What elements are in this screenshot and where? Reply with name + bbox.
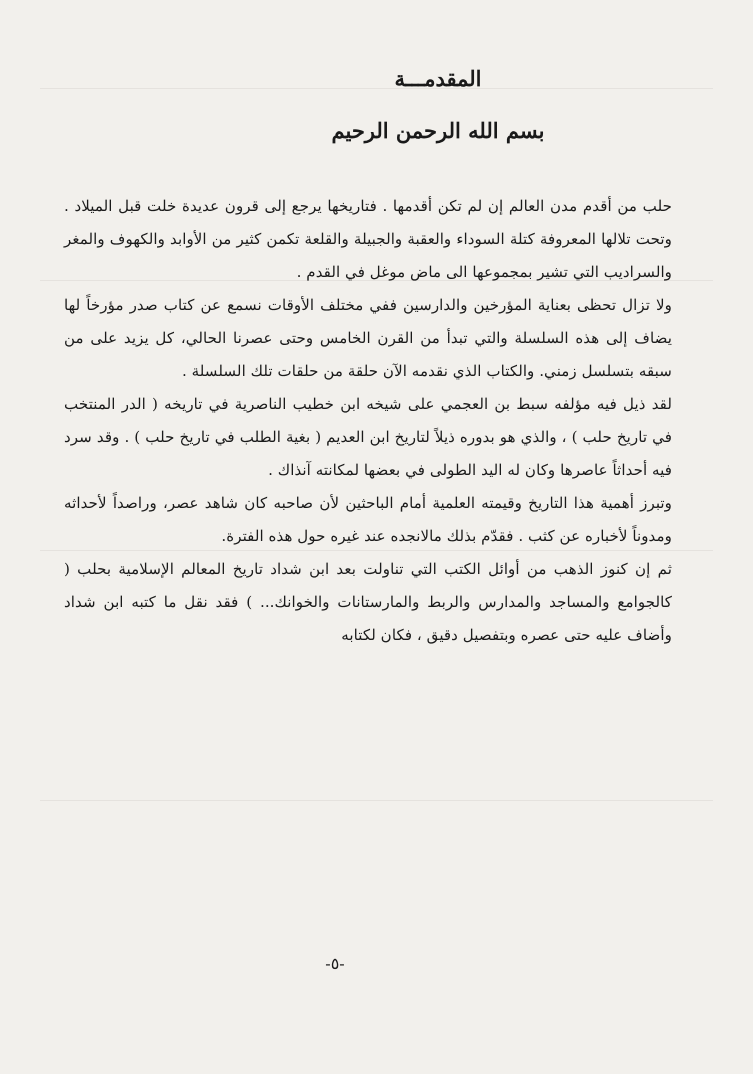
paragraph-1: حلب من أقدم مدن العالم إن لم تكن أقدمها . فتاريخها يرجع إلى قرون عديدة خلت قبل الميلاد . وتحت تلالها المعروفة كتلة السوداء والعقبة والجبيلة والقلعة تكمن كثير من الأوابد والكهوف والمغر والسراديب التي تشير بمجموعها الى ماض موغل في القدم . [64, 197, 672, 281]
paragraph-2: ولا تزال تحظى بعناية المؤرخين والدارسين ففي مختلف الأوقات نسمع عن كتاب صدر مؤرخاً لها يضاف إلى هذه السلسلة والتي تبدأ من القرن الخامس وحتى عصرنا الحالي، كل يزيد على من سبقه بتسلسل زمني. والكتاب الذي نقدمه الآن حلقة من حلقات تلك السلسلة . [64, 296, 672, 380]
page-title: المقدمـــة [394, 66, 482, 91]
show-through-line [40, 800, 713, 801]
basmala-heading: بسم الله الرحمن الرحيم [331, 118, 545, 143]
paragraph-3: لقد ذيل فيه مؤلفه سبط بن العجمي على شيخه ابن خطيب الناصرية في تاريخه ( الدر المنتخب في تاريخ حلب ) ، والذي هو بدوره ذيلاً لتاريخ ابن العديم ( بغية الطلب في تاريخ حلب ) . وقد سرد فيه أحداثاً عاصرها وكان له اليد الطولى في بعضها لمكانته آنذاك . [64, 395, 672, 479]
paragraph-5: ثم إن كنوز الذهب من أوائل الكتب التي تناولت بعد ابن شداد تاريخ المعالم الإسلامية بحلب ( كالجوامع والمساجد والمدارس والربط والمارستانات والخوانك... ) فقد نقل ما كتبه ابن شداد وأضاف عليه حتى عصره وبتفصيل دقيق ، فكان لكتابه [64, 560, 672, 644]
paragraph-4: وتبرز أهمية هذا التاريخ وقيمته العلمية أمام الباحثين لأن صاحبه كان شاهد عصر، وراصداً لأحداثه ومدوناً لأخباره عن كثب . فقدّم بذلك مالانجده عند غيره حول هذه الفترة. [64, 494, 672, 545]
page-number: -٥- [325, 954, 345, 973]
text-block [64, 62, 672, 652]
